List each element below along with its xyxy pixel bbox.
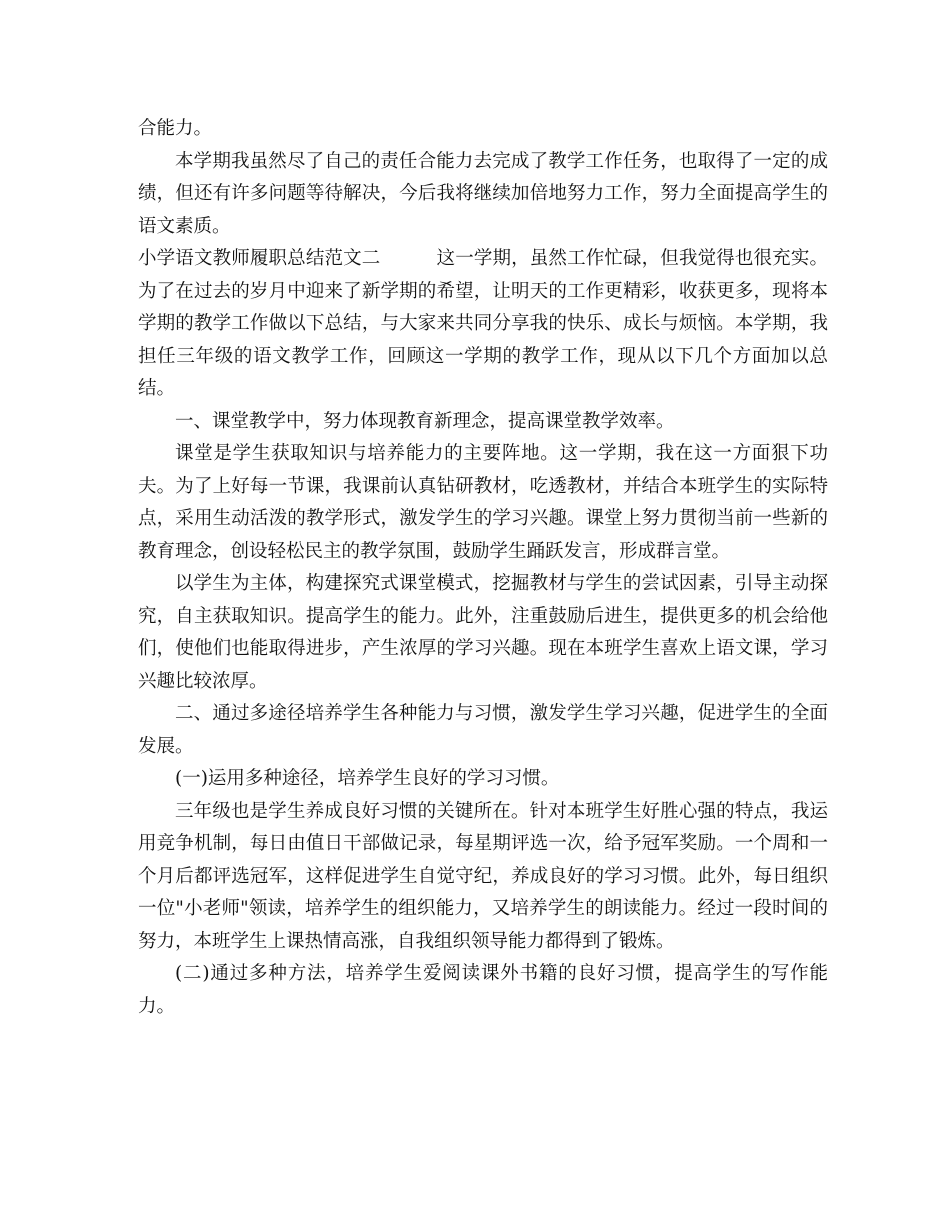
paragraph-habits: 三年级也是学生养成良好习惯的关键所在。针对本班学生好胜心强的特点，我运用竞争机制，每日由值日干部做记录，每星期评选一次，给予冠军奖励。一个周和一个月后都评选冠军，这样促进学生自觉守纪，养成良好的学习习惯。此外，每日组织一位"小老师"领读，培养学生的组织能力，又培养学生的朗读能力。经过一段时间的努力，本班学生上课热情高涨，自我组织领导能力都得到了锻炼。: [138, 800, 828, 952]
paragraph-subheading-one: (一)运用多种途径，培养学生良好的学习习惯。: [175, 768, 560, 789]
paragraph-continuation: 合能力。: [138, 118, 213, 139]
paragraph-section-title-line: [138, 243, 828, 406]
paragraph-closing-summary: 本学期我虽然尽了自己的责任合能力去完成了教学工作任务，也取得了一定的成绩，但还有许多问题等待解决，今后我将继续加倍地努力工作，努力全面提高学生的语文素质。: [138, 150, 828, 237]
paragraph-classroom: 课堂是学生获取知识与培养能力的主要阵地。这一学期，我在这一方面狠下功夫。为了上好每一节课，我课前认真钻研教材，吃透教材，并结合本班学生的实际特点，采用生动活泼的教学形式，激发学生的学习兴趣。课堂上努力贯彻当前一些新的教育理念，创设轻松民主的教学氛围，鼓励学生踊跃发言，形成群言堂。: [138, 443, 828, 562]
paragraph-subheading-two: (二)通过多种方法，培养学生爱阅读课外书籍的良好习惯，提高学生的写作能力。: [138, 963, 828, 1017]
paragraph-heading-two: 二、通过多途径培养学生各种能力与习惯，激发学生学习兴趣，促进学生的全面发展。: [138, 703, 828, 757]
paragraph-student-centered: 以学生为主体，构建探究式课堂模式，挖掘教材与学生的尝试因素，引导主动探究，自主获取知识。提高学生的能力。此外，注重鼓励后进生，提供更多的机会给他们，使他们也能取得进步，产生浓厚的学习兴趣。现在本班学生喜欢上语文课，学习兴趣比较浓厚。: [138, 573, 828, 692]
document-page: [138, 113, 828, 1023]
paragraph-heading-one: 一、课堂教学中，努力体现教育新理念，提高课堂教学效率。: [175, 410, 675, 432]
section-title: 小学语文教师履职总结范文二: [138, 248, 381, 269]
section-intro-text: 这一学期，虽然工作忙碌，但我觉得也很充实。为了在过去的岁月中迎来了新学期的希望，让明天的工作更精彩，收获更多，现将本学期的教学工作做以下总结，与大家来共同分享我的快乐、成长与烦恼。本学期，我担任三年级的语文教学工作，回顾这一学期的教学工作，现从以下几个方面加以总结。: [138, 248, 828, 399]
